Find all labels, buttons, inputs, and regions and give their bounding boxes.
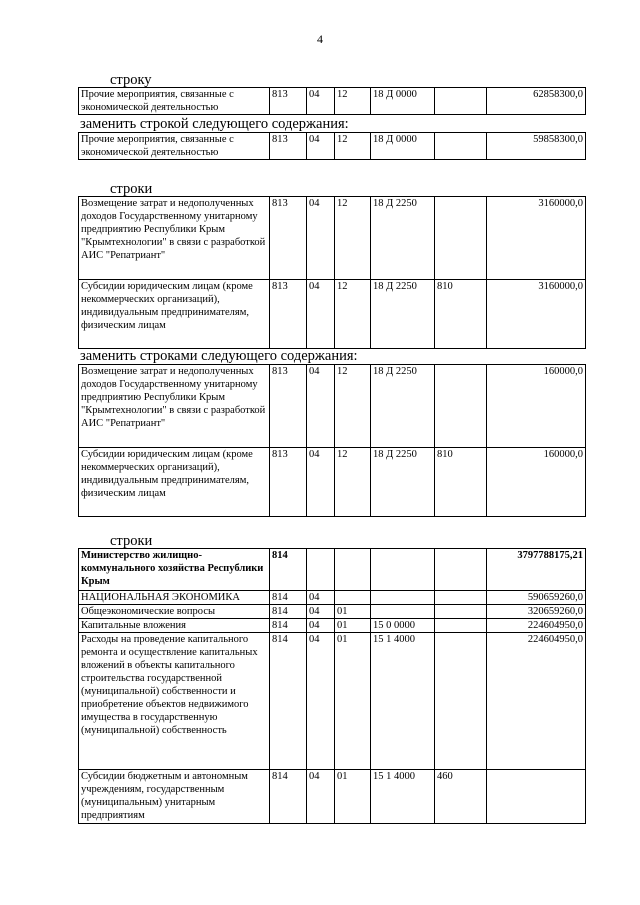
- row-ministry: 814: [270, 633, 307, 770]
- row-target: 18 Д 2250: [371, 365, 435, 448]
- row-name: Общеэкономические вопросы: [79, 605, 270, 619]
- row-target: 18 Д 0000: [371, 88, 435, 115]
- section3-label-replace: строки: [110, 533, 153, 549]
- row-section: 04: [307, 133, 335, 160]
- row-target: 18 Д 2250: [371, 280, 435, 349]
- row-amount: 160000,0: [487, 448, 586, 517]
- row-exp-type: [435, 549, 487, 591]
- row-name: Возмещение затрат и недополученных доходов Государственному унитарному предприятию Республики Крым "Крымтехнологии" в связи с разработкой АИС "Репатриант": [79, 365, 270, 448]
- table-row: [79, 133, 586, 160]
- row-target: 15 1 4000: [371, 770, 435, 824]
- section1-old-table: [78, 87, 586, 115]
- table-row: [79, 280, 586, 349]
- row-amount: 59858300,0: [487, 133, 586, 160]
- row-name: НАЦИОНАЛЬНАЯ ЭКОНОМИКА: [79, 591, 270, 605]
- row-ministry: 813: [270, 88, 307, 115]
- row-exp-type: [435, 88, 487, 115]
- section1-new-table: [78, 132, 586, 160]
- table-row: [79, 591, 586, 605]
- row-exp-type: [435, 619, 487, 633]
- row-exp-type: 810: [435, 280, 487, 349]
- row-amount: 3160000,0: [487, 197, 586, 280]
- row-name: Возмещение затрат и недополученных доходов Государственному унитарному предприятию Республики Крым "Крымтехнологии" в связи с разработкой АИС "Репатриант": [79, 197, 270, 280]
- row-subsection: 01: [335, 633, 371, 770]
- row-ministry: 813: [270, 448, 307, 517]
- table-row: [79, 365, 586, 448]
- row-amount: 320659260,0: [487, 605, 586, 619]
- row-ministry: 814: [270, 549, 307, 591]
- row-name: Прочие мероприятия, связанные с экономической деятельностью: [79, 88, 270, 115]
- page-number: 4: [317, 32, 323, 46]
- row-subsection: 12: [335, 88, 371, 115]
- row-ministry: 814: [270, 591, 307, 605]
- section2-new-table: [78, 364, 586, 517]
- row-ministry: 813: [270, 133, 307, 160]
- row-amount: 160000,0: [487, 365, 586, 448]
- row-ministry: 813: [270, 365, 307, 448]
- row-target: [371, 549, 435, 591]
- row-subsection: 12: [335, 280, 371, 349]
- section3-table: [78, 548, 586, 824]
- table-row: [79, 549, 586, 591]
- row-amount: 224604950,0: [487, 633, 586, 770]
- row-target: 18 Д 2250: [371, 197, 435, 280]
- row-subsection: [335, 591, 371, 605]
- table-row: [79, 197, 586, 280]
- table-row: [79, 633, 586, 770]
- table-row: [79, 448, 586, 517]
- row-name: Субсидии юридическим лицам (кроме некоммерческих организаций), индивидуальным предпринимателям, физическим лицам: [79, 448, 270, 517]
- row-section: [307, 549, 335, 591]
- table-row: [79, 770, 586, 824]
- row-subsection: 01: [335, 619, 371, 633]
- row-section: 04: [307, 365, 335, 448]
- table-row: [79, 88, 586, 115]
- row-exp-type: [435, 605, 487, 619]
- row-exp-type: 810: [435, 448, 487, 517]
- row-amount: 224604950,0: [487, 619, 586, 633]
- row-target: 15 1 4000: [371, 633, 435, 770]
- section2-label-replace: строки: [110, 181, 153, 197]
- row-amount: 590659260,0: [487, 591, 586, 605]
- row-section: 04: [307, 619, 335, 633]
- row-exp-type: [435, 591, 487, 605]
- section2-label-with: заменить строками следующего содержания:: [80, 348, 358, 364]
- row-section: 04: [307, 770, 335, 824]
- row-name: Субсидии юридическим лицам (кроме некоммерческих организаций), индивидуальным предпринимателям, физическим лицам: [79, 280, 270, 349]
- row-amount: [487, 770, 586, 824]
- row-ministry: 814: [270, 605, 307, 619]
- row-section: 04: [307, 605, 335, 619]
- row-section: 04: [307, 591, 335, 605]
- row-name: Капитальные вложения: [79, 619, 270, 633]
- section1-label-replace: строку: [110, 72, 152, 88]
- row-ministry: 814: [270, 619, 307, 633]
- row-subsection: 12: [335, 365, 371, 448]
- row-target: 18 Д 0000: [371, 133, 435, 160]
- row-exp-type: [435, 197, 487, 280]
- row-name: Прочие мероприятия, связанные с экономической деятельностью: [79, 133, 270, 160]
- row-exp-type: [435, 365, 487, 448]
- row-target: 18 Д 2250: [371, 448, 435, 517]
- row-name: Министерство жилищно-коммунального хозяйства Республики Крым: [79, 549, 270, 591]
- row-target: 15 0 0000: [371, 619, 435, 633]
- row-ministry: 813: [270, 197, 307, 280]
- row-name: Расходы на проведение капитального ремонта и осуществление капитальных вложений в объекты капитального строительства государственной (муниципальной) собственности и приобретение объектов недвижимого имущества в государственную (муниципальной) собственность: [79, 633, 270, 770]
- row-ministry: 813: [270, 280, 307, 349]
- table-row: [79, 605, 586, 619]
- row-amount: 3797788175,21: [487, 549, 586, 591]
- row-subsection: 01: [335, 770, 371, 824]
- row-target: [371, 591, 435, 605]
- row-subsection: 12: [335, 133, 371, 160]
- row-exp-type: [435, 633, 487, 770]
- row-amount: 3160000,0: [487, 280, 586, 349]
- row-subsection: 12: [335, 448, 371, 517]
- row-section: 04: [307, 197, 335, 280]
- row-section: 04: [307, 280, 335, 349]
- row-target: [371, 605, 435, 619]
- row-subsection: 12: [335, 197, 371, 280]
- row-section: 04: [307, 633, 335, 770]
- row-subsection: [335, 549, 371, 591]
- section1-label-with: заменить строкой следующего содержания:: [80, 116, 349, 132]
- row-subsection: 01: [335, 605, 371, 619]
- row-exp-type: [435, 133, 487, 160]
- row-section: 04: [307, 88, 335, 115]
- row-section: 04: [307, 448, 335, 517]
- row-ministry: 814: [270, 770, 307, 824]
- row-name: Субсидии бюджетным и автономным учреждениям, государственным (муниципальным) унитарным предприятиям: [79, 770, 270, 824]
- section2-old-table: [78, 196, 586, 349]
- row-amount: 62858300,0: [487, 88, 586, 115]
- row-exp-type: 460: [435, 770, 487, 824]
- table-row: [79, 619, 586, 633]
